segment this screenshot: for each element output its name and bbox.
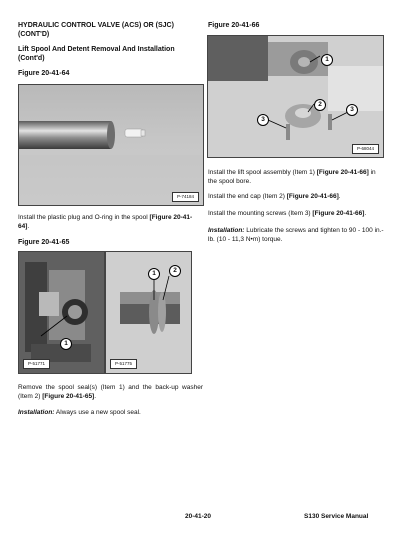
installation-label: Installation: — [18, 409, 55, 416]
photo-id-label: P-51771 — [23, 359, 50, 369]
photo-id-label: P-51775 — [110, 359, 137, 369]
figure-reference: [Figure 20-41-66] — [316, 169, 369, 176]
spool-assembly-illustration — [208, 36, 383, 157]
figure-20-41-64-photo — [18, 84, 204, 206]
figure-reference: [Figure 20-41-66] — [286, 193, 339, 200]
torque-installation-note: Installation: Lubricate the screws and tighten to 90 - 100 in.-lb. (10 - 11,3 N•m) torque. — [208, 227, 384, 243]
callout-3: 3 — [346, 104, 358, 116]
figure-20-41-65-right-photo — [105, 251, 192, 374]
callout-1: 1 — [321, 54, 333, 66]
plug-instruction: Install the plastic plug and O-ring in the spool [Figure 20-41-64]. — [18, 214, 193, 230]
valve-body-illustration — [19, 252, 104, 373]
figure-caption-66: Figure 20-41-66 — [208, 22, 260, 29]
manual-name: S130 Service Manual — [304, 513, 369, 520]
callout-2: 2 — [169, 265, 181, 277]
installation-label: Installation: — [208, 227, 245, 234]
callout-2: 2 — [314, 99, 326, 111]
figure-reference: [Figure 20-41-64] — [18, 214, 193, 230]
spool-install-step: Install the lift spool assembly (Item 1) [Figure 20-41-66] in the spool bore. — [208, 169, 376, 185]
figure-caption-65: Figure 20-41-65 — [18, 239, 70, 246]
callout-1: 1 — [60, 338, 72, 350]
spool-plug-illustration — [19, 85, 203, 205]
figure-20-41-66-photo — [207, 35, 384, 158]
section-title: HYDRAULIC CONTROL VALVE (ACS) OR (SJC) (CONT'D) — [18, 22, 174, 38]
page-number: 20-41-20 — [185, 513, 212, 520]
photo-id-label: P-74184 — [172, 192, 199, 202]
seal-instruction: Remove the spool seal(s) (Item 1) and the back-up washer (Item 2) [Figure 20-41-65]. — [18, 384, 203, 400]
seal-installation-note: Installation: Always use a new spool seal. — [18, 409, 141, 416]
callout-1: 1 — [148, 268, 160, 280]
callout-3: 3 — [257, 114, 269, 126]
figure-20-41-65-left-photo — [18, 251, 105, 374]
mounting-screws-step: Install the mounting screws (Item 3) [Figure 20-41-66]. — [208, 210, 367, 217]
end-cap-step: Install the end cap (Item 2) [Figure 20-41-66]. — [208, 193, 341, 200]
figure-reference: [Figure 20-41-65] — [42, 393, 95, 400]
photo-id-label: P-68044 — [352, 144, 379, 154]
figure-reference: [Figure 20-41-66] — [312, 210, 365, 217]
figure-caption-64: Figure 20-41-64 — [18, 70, 70, 77]
subsection-title: Lift Spool And Detent Removal And Installation (Cont'd) — [18, 46, 175, 62]
